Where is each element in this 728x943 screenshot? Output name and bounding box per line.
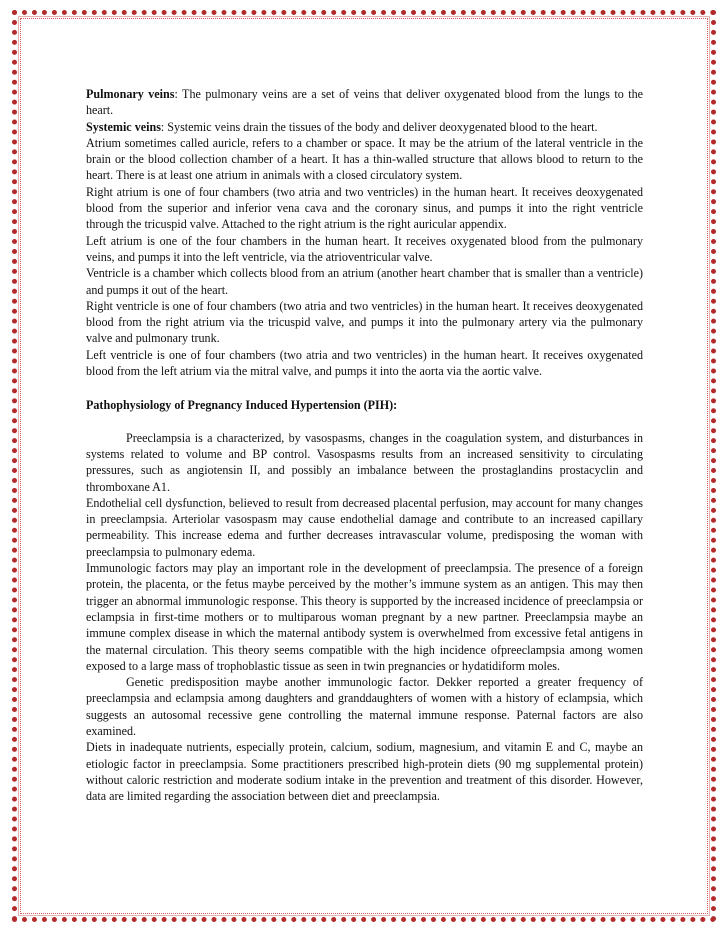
definition-text: : The pulmonary veins are a set of veins that deliver oxygenated blood from the lungs to the heart. [86,87,643,118]
paragraph-right-atrium: Right atrium is one of four chambers (two atria and two ventricles) in the human heart. It receives deoxygenated blood from the superior and inferior vena cava and the coronary sinus, and pumps it into the right ventricle through the tricuspid valve. Attached to the right atrium is the right auricular appendix. [86,184,643,232]
definition-pulmonary-veins [86,86,643,119]
paragraph-right-ventricle: Right ventricle is one of four chambers (two atria and two ventricles) in the human heart. It receives deoxygenated blood from the right atrium via the tricuspid valve, and pumps it into the pulmonary artery via the pulmonary valve and pulmonary trunk. [86,298,643,346]
paragraph-left-atrium: Left atrium is one of the four chambers in the human heart. It receives oxygenated blood from the pulmonary veins, and pumps it into the left ventricle, via the atrioventricular valve. [86,233,643,264]
paragraph-immunologic: Immunologic factors may play an important role in the development of preeclampsia. The presence of a foreign protein, the placenta, or the fetus maybe perceived by the mother’s immune system as an antigen. This may then trigger an abnormal immunologic response. This theory is supported by the increased incidence of preeclampsia or eclampsia in first-time mothers or to multiparous woman pregnant by a new partner. Preeclampsia maybe an immune complex disease in which the maternal antibody system is overwhelmed from excessive fetal antigens in the maternal circulation. This theory seems compatible with the high incidence ofpreeclampsia among women exposed to a large mass of trophoblastic tissue as seen in twin pregnancies or hydatidiform moles. [86,561,643,673]
definition-text: : Systemic veins drain the tissues of the body and deliver deoxygenated blood to the heart. [160,119,598,134]
paragraph-atrium: Atrium sometimes called auricle, refers to a chamber or space. It may be the atrium of the lateral ventricle in the brain or the blood collection chamber of a heart. It has a thin-walled structure that allows blood to return to the heart. There is at least one atrium in animals with a closed circulatory system. [86,135,643,183]
paragraph-ventricle: Ventricle is a chamber which collects blood from an atrium (another heart chamber that is smaller than a ventricle) and pumps it out of the heart. [86,266,643,297]
section-heading: Pathophysiology of Pregnancy Induced Hypertension (PIH): [86,398,398,413]
document-body [86,86,643,804]
paragraph-preeclampsia: Preeclampsia is a characterized, by vasospasms, changes in the coagulation system, and disturbances in systems related to volume and BP control. Vasospasms results from an increased sensitivity to circulating pressures, such as angiotensin II, and possibly an imbalance between the prostaglandins prostacyclin and thromboxane A1. [86,430,643,494]
paragraph-endothelial: Endothelial cell dysfunction, believed to result from decreased placental perfusion, may account for many changes in preeclampsia. Arteriolar vasospasm may cause endothelial damage and contribute to an increased capillary permeability. This increase edema and further decreases intravascular volume, predisposing the woman with preeclampsia to pulmonary edema. [86,495,643,559]
paragraph-genetic: Genetic predisposition maybe another immunologic factor. Dekker reported a greater frequency of preeclampsia and eclampsia among daughters and granddaughters of women with a history of eclampsia, which suggests an autosomal recessive gene controlling the maternal immune response. Paternal factors are also examined. [86,675,643,738]
paragraph-diet: Diets in inadequate nutrients, especially protein, calcium, sodium, magnesium, and vitamin E and C, maybe an etiologic factor in preeclampsia. Some practitioners prescribed high-protein diets (90 mg supplemental protein) without caloric restriction and moderate sodium intake in the prevention and treatment of this disorder. However, data are limited regarding the association between diet and preeclampsia. [86,740,643,804]
definition-term: Pulmonary veins [86,87,175,101]
definition-term: Systemic veins [86,119,161,134]
paragraph-left-ventricle: Left ventricle is one of four chambers (two atria and two ventricles) in the human heart. It receives oxygenated blood from the left atrium via the mitral valve, and pumps it into the aorta via the aortic valve. [86,347,643,379]
definition-systemic-veins [86,119,643,135]
